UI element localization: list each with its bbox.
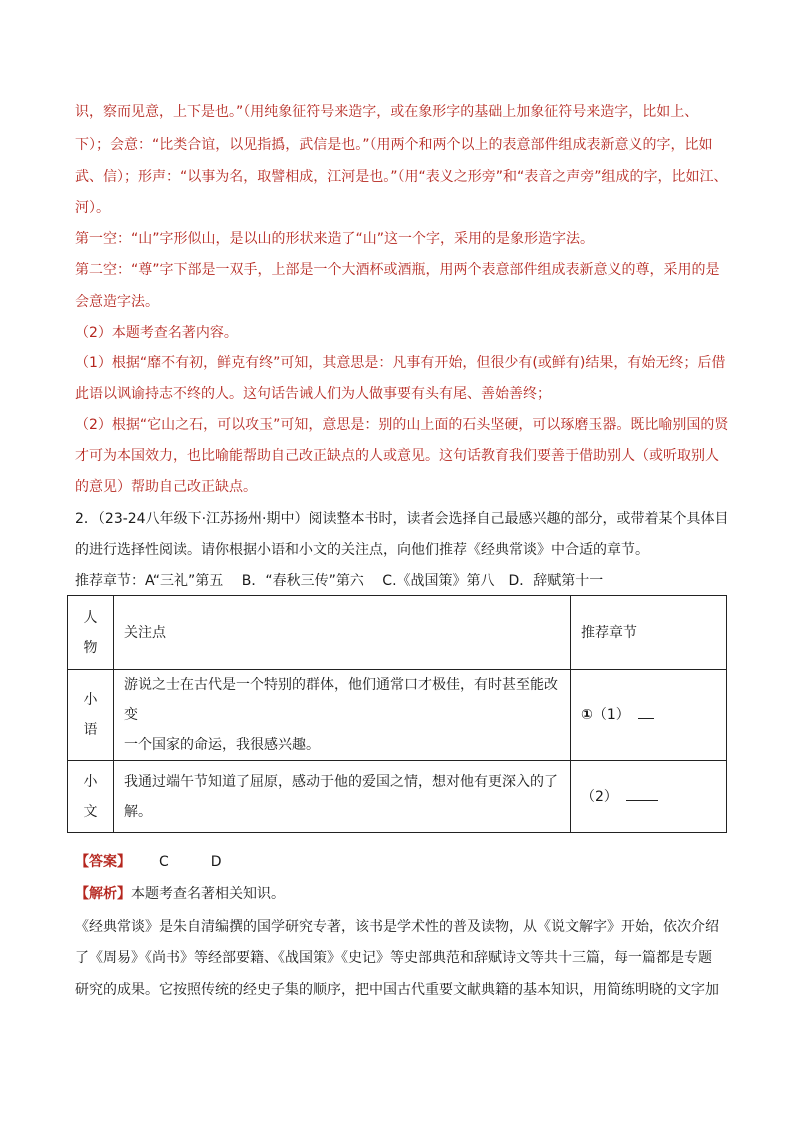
analysis-label: 【解析】 xyxy=(75,886,131,902)
paragraph: 下）；会意：“比类合谊，以见指撝，武信是也。”（用两个和两个以上的表意部件组成表新意义的字，比如 xyxy=(75,137,713,153)
question-text: 的进行选择性阅读。请你根据小语和小文的关注点，向他们推荐《经典常谈》中合适的章节。 xyxy=(75,542,649,558)
table-header-row xyxy=(68,596,727,670)
circle-mark: ① xyxy=(581,707,593,723)
paragraph: 才可为本国效力，也比喻能帮助自己改正缺点的人或意见。这句话教育我们要善于借助别人（或听取别人 xyxy=(75,448,719,464)
paragraph: （2）根据“它山之石，可以攻玉”可知，意思是：别的山上面的石头坚硬，可以琢磨玉器。既比喻别国的贤 xyxy=(75,417,729,433)
header-chapter: 推荐章节 xyxy=(571,596,727,670)
answer-blank[interactable] xyxy=(638,704,654,719)
answer-label: （2） xyxy=(581,788,618,805)
paragraph: 会意造字法。 xyxy=(75,294,159,310)
answer-line xyxy=(75,852,734,872)
paragraph: （1）根据“靡不有初，鲜克有终”可知，其意思是：凡事有开始，但很少有(或鲜有)结果，有始无终；后借 xyxy=(75,355,726,371)
person-cell: 小文 xyxy=(68,761,114,833)
header-person: 人物 xyxy=(68,596,114,670)
answer-cell xyxy=(571,761,727,833)
table-row xyxy=(68,761,727,833)
analysis-text: 研究的成果。它按照传统的经史子集的顺序，把中国古代重要文献典籍的基本知识，用简练明晓的文字加 xyxy=(75,982,719,998)
paragraph: 此语以讽谕持志不终的人。这句话告诫人们为人做事要有头有尾、善始善终； xyxy=(75,386,551,402)
answer-label: 【答案】 xyxy=(75,854,131,870)
paragraph: 识，察而见意，上下是也。”（用纯象征符号来造字，或在象形字的基础上加象征符号来造字，比如上、 xyxy=(75,104,699,120)
analysis-line xyxy=(75,884,734,904)
question-options: 推荐章节：A“三礼”第五 B．“春秋三传”第六 C.《战国策》第八 D．辞赋第十一 xyxy=(75,573,604,589)
question-text: 2．（23-24八年级下·江苏扬州·期中）阅读整本书时，读者会选择自己最感兴趣的部分，或带着某个具体目 xyxy=(75,511,729,527)
answer-blank[interactable] xyxy=(626,786,658,801)
answer-cell xyxy=(571,670,727,761)
paragraph: 的意见）帮助自己改正缺点。 xyxy=(75,479,257,495)
answer-label: （1） xyxy=(592,707,630,723)
analysis-text: 了《周易》《尚书》等经部要籍、《战国策》《史记》等史部典范和辞赋诗文等共十三篇，每一篇都是专题 xyxy=(75,950,712,966)
answer-values: C D xyxy=(159,854,222,870)
paragraph: 第二空：“尊”字下部是一双手，上部是一个大酒杯或酒瓶，用两个表意部件组成表新意义的尊，采用的是 xyxy=(75,262,720,278)
analysis-text: 本题考查名著相关知识。 xyxy=(131,886,285,902)
header-focus: 关注点 xyxy=(114,596,571,670)
recommendation-table xyxy=(67,595,727,833)
person-cell: 小语 xyxy=(68,670,114,761)
focus-cell: 我通过端午节知道了屈原，感动于他的爱国之情，想对他有更深入的了解。 xyxy=(114,761,571,833)
paragraph: 武、信）；形声：“以事为名，取譬相成，江河是也。”（用“表义之形旁”和“表音之声旁”组成的字，比如江、 xyxy=(75,169,728,185)
analysis-text: 《经典常谈》是朱自清编撰的国学研究专著，该书是学术性的普及读物，从《说文解字》开始，依次介绍 xyxy=(75,919,719,935)
focus-cell: 游说之士在古代是一个特别的群体，他们通常口才极佳，有时甚至能改变 一个国家的命运，我很感兴趣。 xyxy=(114,670,571,761)
paragraph: 第一空：“山”字形似山，是以山的形状来造了“山”这一个字，采用的是象形造字法。 xyxy=(75,231,595,247)
paragraph: 河）。 xyxy=(75,200,110,216)
table-row xyxy=(68,670,727,761)
paragraph: （2）本题考查名著内容。 xyxy=(75,325,238,341)
